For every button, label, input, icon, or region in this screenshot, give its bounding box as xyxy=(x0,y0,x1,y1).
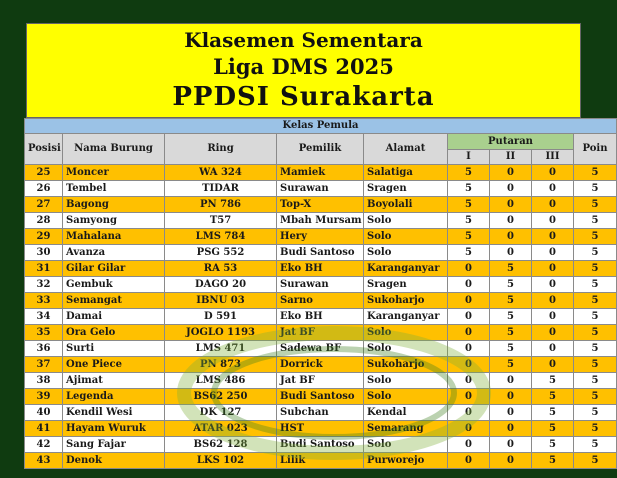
cell-ring: PN 786 xyxy=(165,197,277,213)
cell-putaran-2: 0 xyxy=(490,229,532,245)
cell-poin: 5 xyxy=(574,229,617,245)
cell-putaran-2: 0 xyxy=(490,453,532,469)
table-row xyxy=(25,261,617,277)
cell-nama-burung: Semangat xyxy=(63,293,165,309)
cell-alamat: Solo xyxy=(364,389,448,405)
cell-poin: 5 xyxy=(574,181,617,197)
cell-poin: 5 xyxy=(574,405,617,421)
table-row xyxy=(25,277,617,293)
cell-putaran-2: 0 xyxy=(490,373,532,389)
table-row xyxy=(25,245,617,261)
table-row xyxy=(25,197,617,213)
cell-poin: 5 xyxy=(574,165,617,181)
cell-nama-burung: Mahalana xyxy=(63,229,165,245)
cell-putaran-2: 5 xyxy=(490,341,532,357)
cell-ring: DK 127 xyxy=(165,405,277,421)
cell-putaran-1: 5 xyxy=(448,197,490,213)
cell-ring: IBNU 03 xyxy=(165,293,277,309)
cell-poin: 5 xyxy=(574,197,617,213)
cell-putaran-2: 0 xyxy=(490,405,532,421)
cell-putaran-2: 5 xyxy=(490,293,532,309)
cell-ring: LMS 471 xyxy=(165,341,277,357)
cell-posisi: 41 xyxy=(25,421,63,437)
cell-poin: 5 xyxy=(574,357,617,373)
header-putaran-3: III xyxy=(532,150,574,165)
cell-nama-burung: Damai xyxy=(63,309,165,325)
cell-ring: TIDAR xyxy=(165,181,277,197)
cell-poin: 5 xyxy=(574,261,617,277)
cell-ring: BS62 250 xyxy=(165,389,277,405)
cell-posisi: 33 xyxy=(25,293,63,309)
cell-putaran-3: 5 xyxy=(532,421,574,437)
cell-alamat: Solo xyxy=(364,229,448,245)
cell-nama-burung: Ajimat xyxy=(63,373,165,389)
standings-table xyxy=(24,118,617,469)
cell-alamat: Sragen xyxy=(364,277,448,293)
cell-putaran-1: 5 xyxy=(448,181,490,197)
cell-putaran-3: 0 xyxy=(532,181,574,197)
table-row xyxy=(25,213,617,229)
table-row xyxy=(25,373,617,389)
cell-putaran-3: 0 xyxy=(532,357,574,373)
cell-posisi: 40 xyxy=(25,405,63,421)
cell-poin: 5 xyxy=(574,389,617,405)
cell-alamat: Kendal xyxy=(364,405,448,421)
cell-putaran-3: 0 xyxy=(532,165,574,181)
cell-putaran-3: 5 xyxy=(532,437,574,453)
cell-alamat: Solo xyxy=(364,437,448,453)
cell-nama-burung: Avanza xyxy=(63,245,165,261)
cell-putaran-2: 0 xyxy=(490,165,532,181)
cell-poin: 5 xyxy=(574,277,617,293)
cell-poin: 5 xyxy=(574,325,617,341)
cell-putaran-2: 0 xyxy=(490,389,532,405)
header-putaran: Putaran xyxy=(448,134,574,150)
class-label: Kelas Pemula xyxy=(25,119,617,134)
cell-putaran-3: 0 xyxy=(532,309,574,325)
cell-poin: 5 xyxy=(574,421,617,437)
cell-ring: ATAR 023 xyxy=(165,421,277,437)
cell-alamat: Sragen xyxy=(364,181,448,197)
cell-putaran-1: 0 xyxy=(448,421,490,437)
cell-nama-burung: Moncer xyxy=(63,165,165,181)
cell-alamat: Solo xyxy=(364,325,448,341)
title-line-1: Klasemen Sementara xyxy=(184,28,423,52)
cell-putaran-3: 5 xyxy=(532,453,574,469)
cell-nama-burung: Bagong xyxy=(63,197,165,213)
cell-posisi: 38 xyxy=(25,373,63,389)
cell-putaran-3: 0 xyxy=(532,245,574,261)
table-row xyxy=(25,309,617,325)
table-row xyxy=(25,453,617,469)
cell-pemilik: Jat BF xyxy=(277,325,364,341)
cell-alamat: Salatiga xyxy=(364,165,448,181)
cell-posisi: 42 xyxy=(25,437,63,453)
cell-nama-burung: Legenda xyxy=(63,389,165,405)
cell-putaran-3: 5 xyxy=(532,373,574,389)
cell-ring: DAGO 20 xyxy=(165,277,277,293)
cell-putaran-1: 5 xyxy=(448,165,490,181)
cell-posisi: 32 xyxy=(25,277,63,293)
cell-posisi: 43 xyxy=(25,453,63,469)
table-row xyxy=(25,293,617,309)
cell-ring: T57 xyxy=(165,213,277,229)
cell-alamat: Solo xyxy=(364,341,448,357)
header-posisi: Posisi xyxy=(25,134,63,165)
cell-ring: LMS 784 xyxy=(165,229,277,245)
cell-putaran-3: 0 xyxy=(532,325,574,341)
table-row xyxy=(25,341,617,357)
cell-putaran-1: 0 xyxy=(448,325,490,341)
cell-putaran-1: 0 xyxy=(448,277,490,293)
cell-alamat: Boyolali xyxy=(364,197,448,213)
cell-alamat: Karanganyar xyxy=(364,309,448,325)
cell-putaran-1: 0 xyxy=(448,293,490,309)
cell-pemilik: Budi Santoso xyxy=(277,389,364,405)
cell-putaran-3: 0 xyxy=(532,229,574,245)
cell-ring: D 591 xyxy=(165,309,277,325)
cell-posisi: 30 xyxy=(25,245,63,261)
cell-poin: 5 xyxy=(574,293,617,309)
cell-putaran-3: 0 xyxy=(532,341,574,357)
cell-posisi: 35 xyxy=(25,325,63,341)
cell-putaran-2: 0 xyxy=(490,181,532,197)
cell-alamat: Karanganyar xyxy=(364,261,448,277)
cell-putaran-1: 5 xyxy=(448,229,490,245)
cell-nama-burung: Samyong xyxy=(63,213,165,229)
cell-pemilik: HST xyxy=(277,421,364,437)
cell-posisi: 26 xyxy=(25,181,63,197)
cell-putaran-2: 5 xyxy=(490,309,532,325)
cell-putaran-2: 5 xyxy=(490,357,532,373)
cell-poin: 5 xyxy=(574,213,617,229)
cell-alamat: Solo xyxy=(364,213,448,229)
cell-posisi: 36 xyxy=(25,341,63,357)
table-row xyxy=(25,389,617,405)
table-row xyxy=(25,165,617,181)
header-putaran-2: II xyxy=(490,150,532,165)
cell-ring: LKS 102 xyxy=(165,453,277,469)
table-row xyxy=(25,229,617,245)
cell-nama-burung: Tembel xyxy=(63,181,165,197)
cell-poin: 5 xyxy=(574,341,617,357)
cell-ring: PSG 552 xyxy=(165,245,277,261)
cell-pemilik: Mamiek xyxy=(277,165,364,181)
cell-nama-burung: Ora Gelo xyxy=(63,325,165,341)
cell-putaran-1: 0 xyxy=(448,261,490,277)
title-line-3: PPDSI Surakarta xyxy=(172,82,435,112)
cell-nama-burung: Surti xyxy=(63,341,165,357)
cell-ring: WA 324 xyxy=(165,165,277,181)
cell-putaran-1: 0 xyxy=(448,341,490,357)
cell-putaran-2: 5 xyxy=(490,277,532,293)
cell-poin: 5 xyxy=(574,437,617,453)
cell-pemilik: Budi Santoso xyxy=(277,437,364,453)
cell-ring: PN 873 xyxy=(165,357,277,373)
table-row xyxy=(25,421,617,437)
cell-posisi: 29 xyxy=(25,229,63,245)
cell-alamat: Purworejo xyxy=(364,453,448,469)
cell-pemilik: Lilik xyxy=(277,453,364,469)
cell-putaran-1: 0 xyxy=(448,405,490,421)
cell-poin: 5 xyxy=(574,245,617,261)
cell-poin: 5 xyxy=(574,309,617,325)
header-nama-burung: Nama Burung xyxy=(63,134,165,165)
cell-alamat: Solo xyxy=(364,245,448,261)
cell-posisi: 28 xyxy=(25,213,63,229)
cell-putaran-2: 5 xyxy=(490,261,532,277)
header-alamat: Alamat xyxy=(364,134,448,165)
header-poin: Poin xyxy=(574,134,617,165)
cell-alamat: Solo xyxy=(364,373,448,389)
cell-posisi: 31 xyxy=(25,261,63,277)
cell-putaran-1: 0 xyxy=(448,453,490,469)
cell-putaran-3: 0 xyxy=(532,213,574,229)
cell-pemilik: Eko BH xyxy=(277,309,364,325)
cell-putaran-2: 0 xyxy=(490,213,532,229)
cell-putaran-1: 0 xyxy=(448,357,490,373)
cell-putaran-2: 0 xyxy=(490,197,532,213)
table-row xyxy=(25,325,617,341)
title-banner xyxy=(26,23,581,118)
cell-ring: JOGLO 1193 xyxy=(165,325,277,341)
cell-pemilik: Hery xyxy=(277,229,364,245)
cell-alamat: Sukoharjo xyxy=(364,293,448,309)
cell-posisi: 25 xyxy=(25,165,63,181)
header-pemilik: Pemilik xyxy=(277,134,364,165)
cell-putaran-1: 0 xyxy=(448,309,490,325)
cell-pemilik: Surawan xyxy=(277,181,364,197)
cell-nama-burung: Denok xyxy=(63,453,165,469)
cell-pemilik: Sadewa BF xyxy=(277,341,364,357)
cell-putaran-2: 0 xyxy=(490,245,532,261)
cell-ring: LMS 486 xyxy=(165,373,277,389)
cell-poin: 5 xyxy=(574,453,617,469)
cell-pemilik: Budi Santoso xyxy=(277,245,364,261)
cell-posisi: 39 xyxy=(25,389,63,405)
cell-nama-burung: One Piece xyxy=(63,357,165,373)
cell-putaran-1: 0 xyxy=(448,373,490,389)
cell-nama-burung: Gilar Gilar xyxy=(63,261,165,277)
cell-putaran-2: 5 xyxy=(490,325,532,341)
cell-posisi: 27 xyxy=(25,197,63,213)
cell-putaran-3: 5 xyxy=(532,389,574,405)
cell-nama-burung: Sang Fajar xyxy=(63,437,165,453)
header-putaran-1: I xyxy=(448,150,490,165)
title-line-2: Liga DMS 2025 xyxy=(213,54,394,79)
table-row xyxy=(25,405,617,421)
cell-alamat: Sukoharjo xyxy=(364,357,448,373)
cell-pemilik: Sarno xyxy=(277,293,364,309)
table-row xyxy=(25,437,617,453)
cell-putaran-3: 0 xyxy=(532,197,574,213)
standings-table-container xyxy=(24,118,608,466)
cell-putaran-1: 5 xyxy=(448,213,490,229)
table-row xyxy=(25,181,617,197)
cell-pemilik: Eko BH xyxy=(277,261,364,277)
cell-ring: BS62 128 xyxy=(165,437,277,453)
cell-pemilik: Surawan xyxy=(277,277,364,293)
cell-pemilik: Mbah Mursam xyxy=(277,213,364,229)
cell-ring: RA 53 xyxy=(165,261,277,277)
cell-pemilik: Jat BF xyxy=(277,373,364,389)
cell-posisi: 34 xyxy=(25,309,63,325)
cell-pemilik: Dorrick xyxy=(277,357,364,373)
cell-nama-burung: Hayam Wuruk xyxy=(63,421,165,437)
cell-putaran-2: 0 xyxy=(490,421,532,437)
cell-nama-burung: Gembuk xyxy=(63,277,165,293)
cell-poin: 5 xyxy=(574,373,617,389)
table-row xyxy=(25,357,617,373)
header-ring: Ring xyxy=(165,134,277,165)
cell-nama-burung: Kendil Wesi xyxy=(63,405,165,421)
cell-putaran-3: 0 xyxy=(532,277,574,293)
cell-putaran-3: 5 xyxy=(532,405,574,421)
cell-putaran-1: 0 xyxy=(448,437,490,453)
cell-putaran-2: 0 xyxy=(490,437,532,453)
cell-putaran-1: 5 xyxy=(448,245,490,261)
cell-putaran-3: 0 xyxy=(532,293,574,309)
cell-pemilik: Top-X xyxy=(277,197,364,213)
cell-posisi: 37 xyxy=(25,357,63,373)
cell-pemilik: Subchan xyxy=(277,405,364,421)
cell-putaran-1: 0 xyxy=(448,389,490,405)
cell-alamat: Semarang xyxy=(364,421,448,437)
cell-putaran-3: 0 xyxy=(532,261,574,277)
